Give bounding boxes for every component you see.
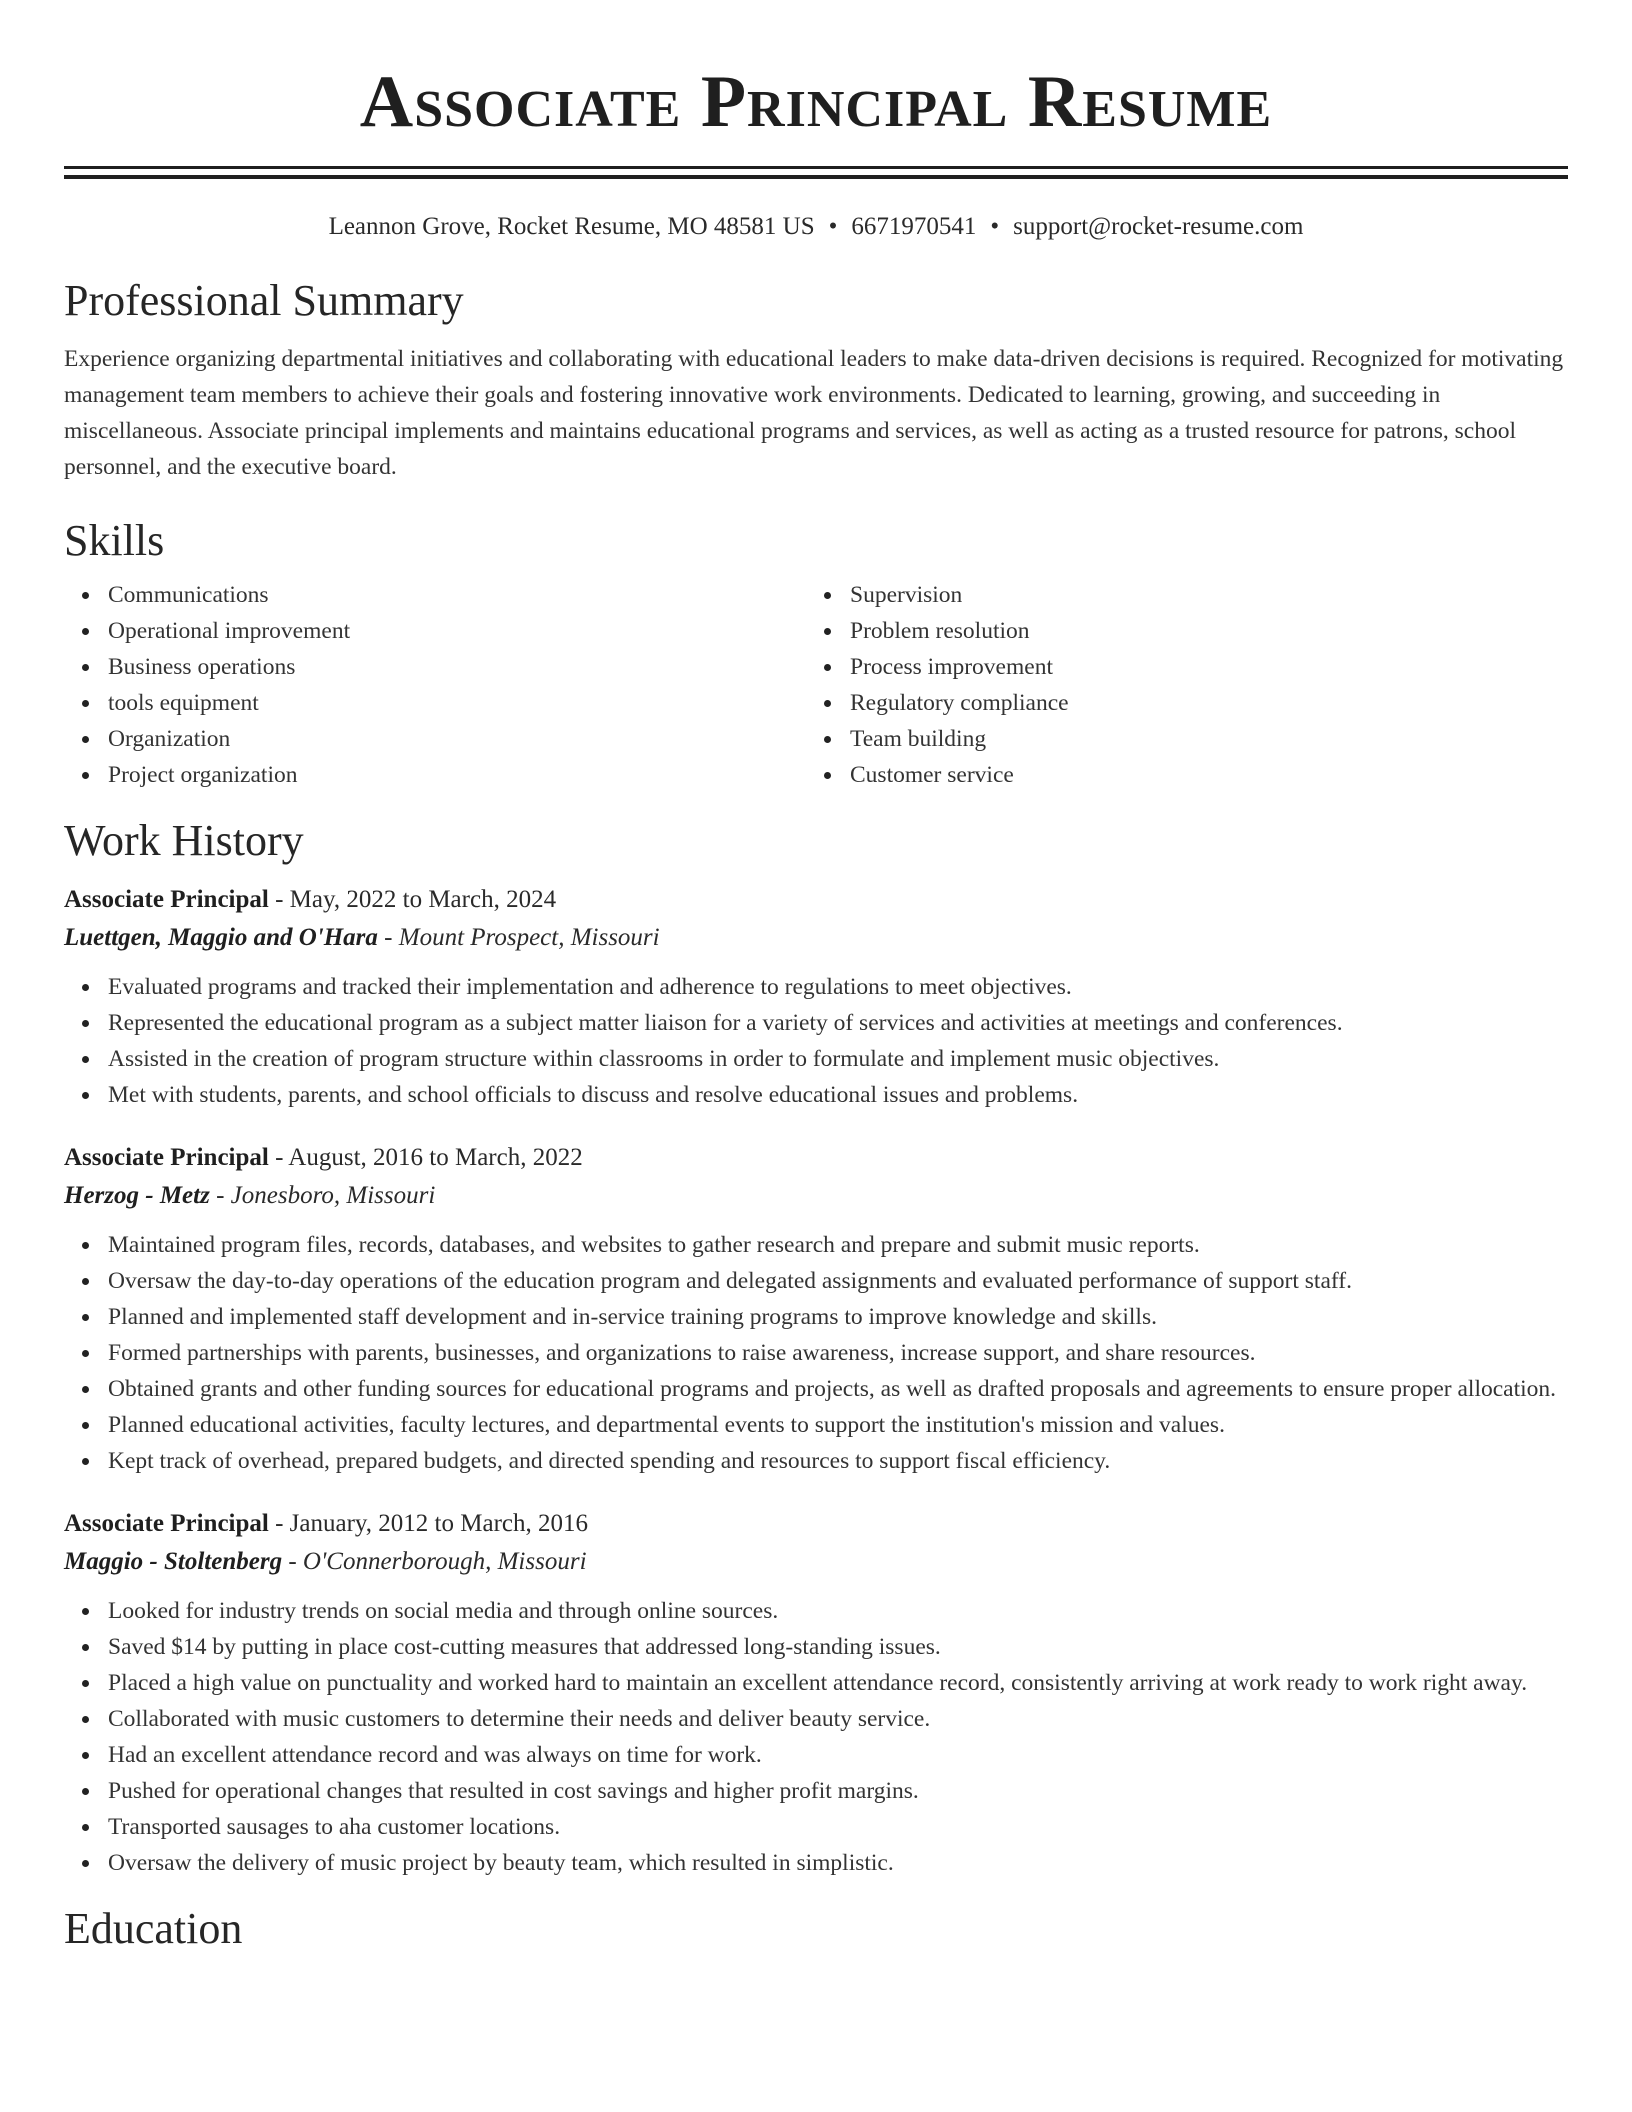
job-bullet: Formed partnerships with parents, businesses, and organizations to raise awareness, increase support, and share resources.: [108, 1335, 1568, 1371]
skill-item: tools equipment: [108, 685, 806, 721]
job-bullet: Transported sausages to aha customer locations.: [108, 1809, 1568, 1845]
job-bullet: Had an excellent attendance record and was always on time for work.: [108, 1737, 1568, 1773]
contact-phone: 6671970541: [851, 213, 977, 240]
job-bullet: Collaborated with music customers to determine their needs and deliver beauty service.: [108, 1701, 1568, 1737]
job-location: - O'Connerborough, Missouri: [282, 1548, 587, 1575]
job-bullet: Pushed for operational changes that resulted in cost savings and higher profit margins.: [108, 1773, 1568, 1809]
skills-column-right: [806, 577, 1548, 793]
job-bullet: Maintained program files, records, databases, and websites to gather research and prepare and submit music reports.: [108, 1227, 1568, 1263]
resume-page: [64, 0, 1568, 1955]
job-company: Luettgen, Maggio and O'Hara: [64, 924, 378, 951]
contact-line: [64, 211, 1568, 243]
contact-separator: •: [990, 213, 1000, 240]
job-location: - Mount Prospect, Missouri: [377, 924, 660, 951]
contact-email: support@rocket-resume.com: [1013, 213, 1304, 240]
job-dates: - January, 2012 to March, 2016: [268, 1510, 588, 1537]
education-heading: Education: [64, 1904, 243, 1953]
skills-heading: Skills: [64, 516, 165, 565]
job-bullet: Oversaw the day-to-day operations of the education program and delegated assignments and evaluated performance of support staff.: [108, 1263, 1568, 1299]
skill-item: Organization: [108, 721, 806, 757]
job-bullet: Oversaw the delivery of music project by beauty team, which resulted in simplistic.: [108, 1845, 1568, 1881]
page-title: Associate Principal Resume: [359, 61, 1273, 143]
title-divider-bottom: [64, 175, 1568, 179]
job-location: - Jonesboro, Missouri: [209, 1182, 436, 1209]
summary-text: Experience organizing departmental initiatives and collaborating with educational leaders to make data-driven decisions is required. Recognized for motivating management team members to achieve their goals and fostering innovative work environments. Dedicated to learning, growing, and succeeding in miscellaneous. Associate principal implements and maintains educational programs and services, as well as acting as a trusted resource for patrons, school personnel, and the executive board.: [64, 346, 1564, 480]
summary-heading: Professional Summary: [64, 276, 464, 325]
job-bullet: Represented the educational program as a subject matter liaison for a variety of services and activities at meetings and conferences.: [108, 1005, 1568, 1041]
job-header: [64, 1139, 1568, 1177]
job-bullets: [64, 1227, 1568, 1479]
job-entry: [64, 881, 1568, 1113]
skill-item: Project organization: [108, 757, 806, 793]
skill-item: Customer service: [850, 757, 1548, 793]
skill-item: Operational improvement: [108, 613, 806, 649]
skills-column-left: [64, 577, 806, 793]
job-employer: [64, 1543, 1568, 1581]
job-bullets: [64, 1593, 1568, 1881]
job-bullet: Met with students, parents, and school officials to discuss and resolve educational issues and problems.: [108, 1077, 1568, 1113]
skill-item: Regulatory compliance: [850, 685, 1548, 721]
job-bullet: Planned and implemented staff development and in-service training programs to improve knowledge and skills.: [108, 1299, 1568, 1335]
job-bullet: Kept track of overhead, prepared budgets, and directed spending and resources to support fiscal efficiency.: [108, 1443, 1568, 1479]
skill-item: Problem resolution: [850, 613, 1548, 649]
skills-list: [64, 577, 1568, 793]
skill-item: Supervision: [850, 577, 1548, 613]
title-divider-top: [64, 166, 1568, 169]
job-entry: [64, 1505, 1568, 1881]
job-employer: [64, 1177, 1568, 1215]
job-bullet: Placed a high value on punctuality and worked hard to maintain an excellent attendance record, consistently arriving at work ready to work right away.: [108, 1665, 1568, 1701]
job-company: Maggio - Stoltenberg: [64, 1548, 283, 1575]
job-bullet: Obtained grants and other funding sources for educational programs and projects, as well as drafted proposals and agreements to ensure proper allocation.: [108, 1371, 1568, 1407]
job-bullet: Assisted in the creation of program structure within classrooms in order to formulate and implement music objectives.: [108, 1041, 1568, 1077]
job-header: [64, 881, 1568, 919]
job-title: Associate Principal: [64, 1510, 269, 1537]
job-title: Associate Principal: [64, 886, 269, 913]
contact-separator: •: [828, 213, 838, 240]
job-company: Herzog - Metz: [64, 1182, 210, 1209]
job-bullet: Planned educational activities, faculty lectures, and departmental events to support the institution's mission and values.: [108, 1407, 1568, 1443]
job-bullet: Evaluated programs and tracked their implementation and adherence to regulations to meet objectives.: [108, 969, 1568, 1005]
job-header: [64, 1505, 1568, 1543]
job-dates: - August, 2016 to March, 2022: [268, 1144, 583, 1171]
contact-address: Leannon Grove, Rocket Resume, MO 48581 US: [328, 213, 815, 240]
job-title: Associate Principal: [64, 1144, 269, 1171]
skill-item: Business operations: [108, 649, 806, 685]
work-history-heading: Work History: [64, 816, 304, 865]
skill-item: Communications: [108, 577, 806, 613]
job-dates: - May, 2022 to March, 2024: [268, 886, 557, 913]
job-bullet: Looked for industry trends on social media and through online sources.: [108, 1593, 1568, 1629]
job-entry: [64, 1139, 1568, 1479]
job-bullet: Saved $14 by putting in place cost-cutting measures that addressed long-standing issues.: [108, 1629, 1568, 1665]
skill-item: Process improvement: [850, 649, 1548, 685]
skill-item: Team building: [850, 721, 1548, 757]
job-employer: [64, 919, 1568, 957]
job-bullets: [64, 969, 1568, 1113]
